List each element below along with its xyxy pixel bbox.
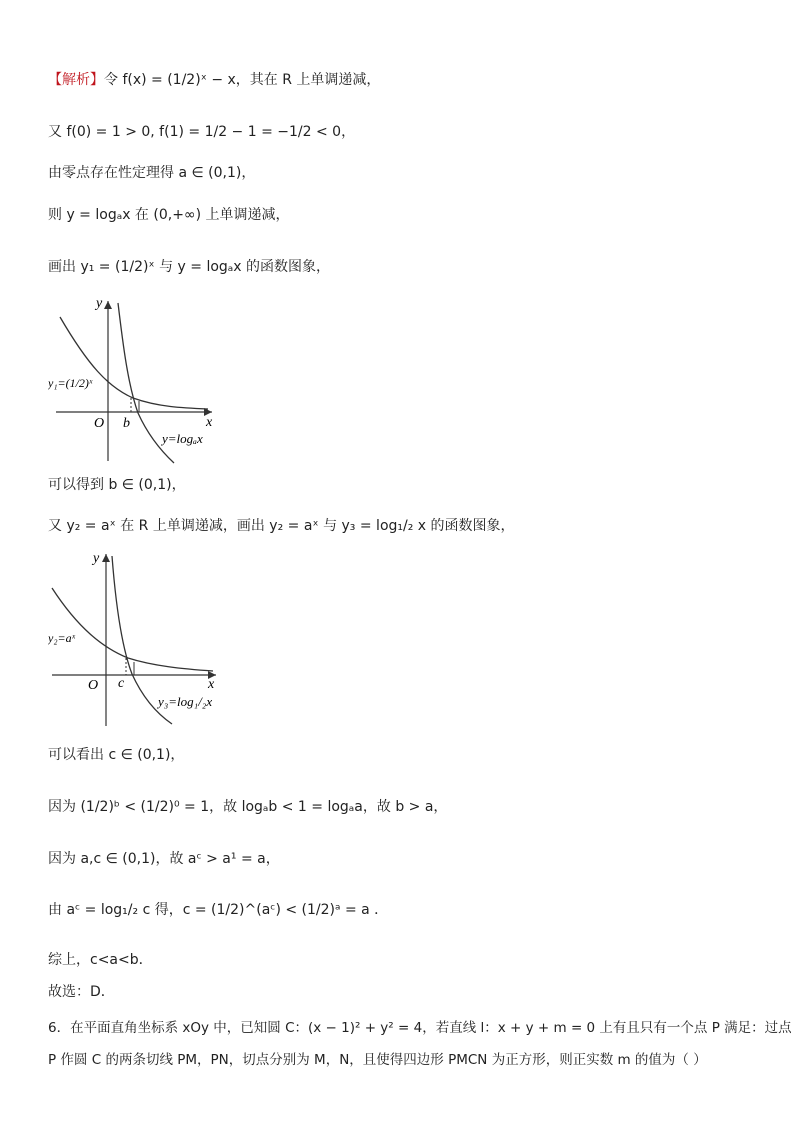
analysis-line-12: 综上，c<a<b．	[48, 952, 153, 968]
analysis-line-1	[48, 70, 380, 90]
graph2-point-label: c	[118, 676, 125, 691]
graph1-y-arrow	[104, 301, 112, 309]
analysis-line-2: 又 f(0) = 1 > 0, f(1) = 1/2 − 1 = −1/2 < 0，	[48, 124, 356, 140]
analysis-line-3: 由零点存在性定理得 a ∈ (0,1)，	[48, 165, 256, 181]
graph1-origin-label: O	[94, 416, 105, 431]
analysis-line-10: 因为 a,c ∈ (0,1)，故 aᶜ > a¹ = a，	[48, 851, 280, 867]
analysis-line-9: 因为 (1/2)ᵇ < (1/2)⁰ = 1，故 logₐb < 1 = logₐa，故 b > a，	[48, 799, 448, 815]
graph1-curve-exponential	[60, 317, 208, 409]
graph2-origin-label: O	[88, 678, 99, 693]
analysis-line-6: 可以得到 b ∈ (0,1)，	[48, 477, 186, 493]
question-6-line-2: P 作圆 C 的两条切线 PM，PN，切点分别为 M，N，且使得四边形 PMCN 为正方形，则正实数 m 的值为（ ）	[48, 1052, 707, 1068]
analysis-line-5: 画出 y₁ = (1/2)ˣ 与 y = logₐx 的函数图象，	[48, 259, 331, 275]
graph1-curve1-label: y₁=(1/2)ˣ	[48, 376, 93, 390]
graph1-curve2-label: y=logₐx	[162, 431, 203, 446]
graph1-x-label: x	[206, 415, 213, 430]
analysis-line-7: 又 y₂ = aˣ 在 R 上单调递减，画出 y₂ = aˣ 与 y₃ = log₁/₂ x 的函数图象，	[48, 518, 515, 534]
graph2-y-label: y	[93, 551, 100, 566]
graph1-y-label: y	[96, 296, 103, 311]
analysis-line-11: 由 aᶜ = log₁/₂ c 得，c = (1/2)^(aᶜ) < (1/2)ᵃ = a ．	[48, 902, 389, 918]
graph2-curve1-label: y₂=aˣ	[48, 631, 75, 645]
analysis-line-4: 则 y = logₐx 在 (0,+∞) 上单调递减，	[48, 207, 290, 223]
analysis-line-1-text: 令 f(x) = (1/2)ˣ − x，其在 R 上单调递减，	[104, 72, 381, 88]
question-6-line-1: 6．在平面直角坐标系 xOy 中，已知圆 C：(x − 1)² + y² = 4，若直线 l：x + y + m = 0 上有且只有一个点 P 满足：过点	[48, 1020, 792, 1036]
graph2-curve2-label: y₃=log₁/₂x	[158, 694, 213, 709]
graph2-y-arrow	[102, 554, 110, 562]
analysis-answer: 故选：D．	[48, 984, 115, 1000]
graph2-curve-exponential	[52, 588, 213, 671]
analysis-line-8: 可以看出 c ∈ (0,1)，	[48, 747, 185, 763]
graph-2	[48, 548, 233, 728]
analysis-tag: 【解析】	[48, 72, 104, 88]
graph2-x-label: x	[208, 677, 215, 692]
graph-1	[48, 295, 228, 465]
graph1-point-label: b	[123, 416, 130, 431]
